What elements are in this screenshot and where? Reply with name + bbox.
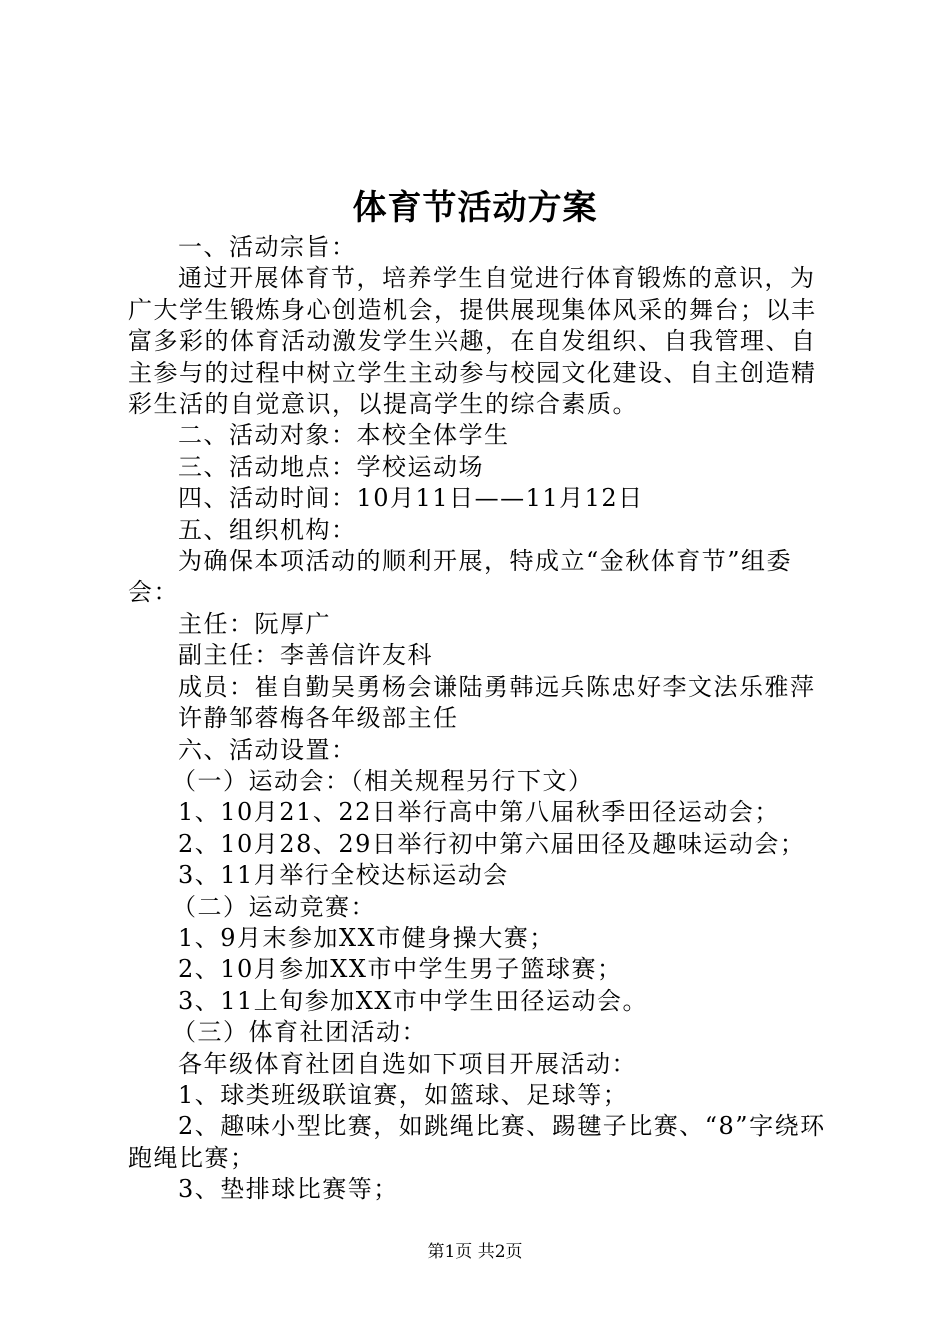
- paragraph-24: 2、趣味小型比赛，如跳绳比赛、踢毽子比赛、“8”字绕环跑绳比赛；: [128, 1112, 826, 1172]
- paragraph-25: 3、垫排球比赛等；: [178, 1175, 399, 1204]
- paragraph-2: 通过开展体育节，培养学生自觉进行体育锻炼的意识，为广大学生锻炼身心创造机会，提供展现集体风采的舞台；以丰富多彩的体育活动激发学生兴趣，在自发组织、自我管理、自主参与的过程中树立学生主动参与校园文化建设、自主创造精彩生活的自觉意识，以提高学生的综合素质。: [128, 264, 817, 419]
- page-number-footer: 第1页 共2页: [427, 1242, 523, 1262]
- paragraph-16: 3、11月举行全校达标运动会: [178, 861, 509, 890]
- paragraph-3: 二、活动对象：本校全体学生: [178, 421, 510, 450]
- paragraph-17: （二）运动竞赛：: [172, 892, 376, 921]
- paragraph-8: 主任：阮厚广: [178, 609, 331, 638]
- paragraph-1: 一、活动宗旨：: [178, 233, 357, 261]
- paragraph-23: 1、球类班级联谊赛，如篮球、足球等；: [178, 1080, 629, 1109]
- paragraph-11: 许静邹蓉梅各年级部主任: [178, 704, 459, 733]
- paragraph-7: 为确保本项活动的顺利开展，特成立“金秋体育节”组委会：: [128, 547, 793, 607]
- paragraph-10: 成员：崔自勤吴勇杨会谦陆勇韩远兵陈忠好李文法乐雅萍: [178, 672, 816, 701]
- document-title: 体育节活动方案: [352, 188, 598, 228]
- paragraph-12: 六、活动设置：: [178, 735, 357, 764]
- paragraph-18: 1、9月末参加XX市健身操大赛；: [178, 923, 555, 952]
- paragraph-13: （一）运动会：（相关规程另行下文）: [172, 766, 594, 795]
- paragraph-14: 1、10月21、22日举行高中第八届秋季田径运动会；: [178, 798, 780, 827]
- document-body: [128, 232, 838, 1206]
- paragraph-21: （三）体育社团活动：: [172, 1018, 427, 1047]
- paragraph-20: 3、11上旬参加XX市中学生田径运动会。: [178, 986, 648, 1015]
- paragraph-22: 各年级体育社团自选如下项目开展活动：: [178, 1049, 637, 1078]
- paragraph-4: 三、活动地点：学校运动场: [178, 452, 484, 481]
- paragraph-5: 四、活动时间：10月11日——11月12日: [178, 484, 644, 513]
- paragraph-6: 五、组织机构：: [178, 515, 357, 544]
- paragraph-19: 2、10月参加XX市中学生男子篮球赛；: [178, 955, 623, 984]
- paragraph-15: 2、10月28、29日举行初中第六届田径及趣味运动会；: [178, 829, 806, 858]
- paragraph-9: 副主任：李善信许友科: [178, 641, 433, 670]
